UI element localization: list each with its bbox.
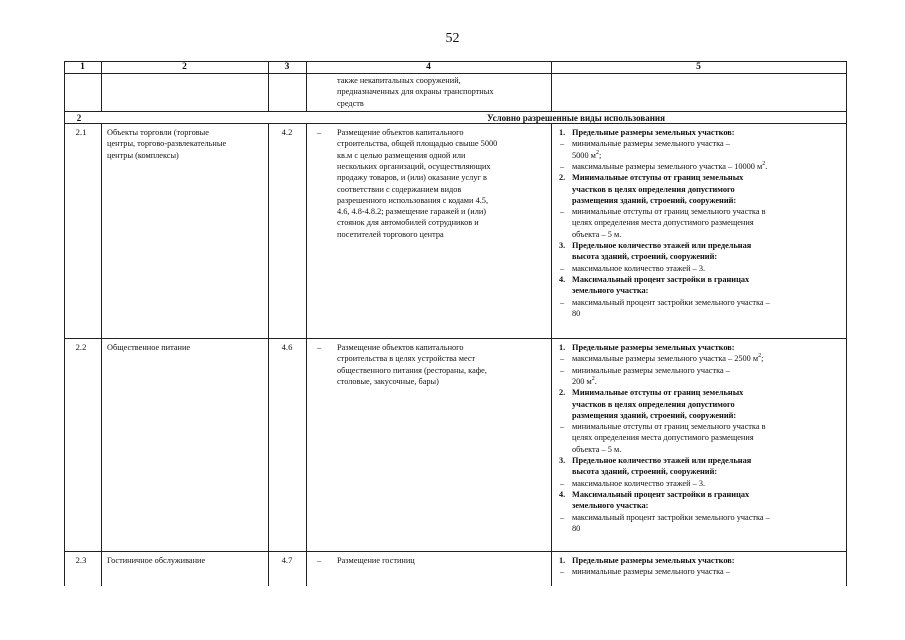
parameter-heading: участков в целях определения допустимого <box>572 399 735 409</box>
use-description-line: строительства, общей площадью свыше 5000 <box>337 139 498 149</box>
use-code: 4.2 <box>281 127 293 137</box>
parameter-value-line: минимальные отступы от границ земельного участка в <box>572 422 766 432</box>
parameter-heading: Минимальные отступы от границ земельных <box>572 173 744 183</box>
use-description-line: нескольких организаций, осуществляющих <box>337 161 491 171</box>
parameter-number: 4. <box>559 274 566 284</box>
parameter-value-line: целях определения места допустимого размещения <box>572 433 754 443</box>
header-row-divider <box>64 73 846 74</box>
parameter-number: 3. <box>559 241 566 250</box>
parameter-value-line: целях определения места допустимого размещения <box>572 218 754 228</box>
parameter-value-line: 200 $м^2$. <box>572 376 597 386</box>
parameter-heading: Максимальный процент застройки в границах <box>572 489 750 499</box>
use-description-line: разрешенного использования с кодами 4.5, <box>337 195 489 205</box>
parameter-value-line: объекта – 5 м. <box>572 229 622 239</box>
parameter-value-line: минимальные размеры земельного участка – <box>572 139 730 149</box>
parameter-value-line: минимальные размеры земельного участка – <box>572 567 730 577</box>
parameter-value-line: минимальные отступы от границ земельного участка в <box>572 207 766 217</box>
parameter-heading: земельного участка: <box>572 501 649 511</box>
use-description-line: 4.6, 4.8-4.8.2; размещение гаражей и (или) <box>337 207 487 217</box>
dash-marker: – <box>317 343 322 352</box>
parameter-heading: участков в целях определения допустимого <box>572 184 735 194</box>
parameter-number: 1. <box>559 343 566 352</box>
parameter-value-line: максимальное количество этажей – 3. <box>572 263 706 273</box>
object-name-line: центры (комплексы) <box>107 150 179 160</box>
parameter-heading: высота зданий, строений, сооружений: <box>572 467 718 477</box>
parameter-value-line: максимальные размеры земельного участка – 10000 $м^2$. <box>572 161 768 171</box>
row-number: 2.3 <box>75 555 87 565</box>
use-description-line: посетителей торгового центра <box>337 229 444 239</box>
parameter-value-line: максимальный процент застройки земельного участка – <box>572 512 770 522</box>
col-divider-3 <box>306 123 307 586</box>
continuation-line: средств <box>337 98 364 108</box>
col-divider-4 <box>551 123 552 586</box>
row-2-1-divider <box>64 338 846 339</box>
dash-marker: – <box>560 207 565 217</box>
parameter-heading: Предельные размеры земельных участков: <box>572 128 735 137</box>
use-description-line: Размещение объектов капитального <box>337 343 464 352</box>
parameter-heading: высота зданий, строений, сооружений: <box>572 252 718 262</box>
object-name-line: Объекты торговли (торговые <box>107 128 209 137</box>
col-divider-1 <box>101 123 102 586</box>
dash-marker: – <box>317 556 322 565</box>
use-code: 4.7 <box>281 555 293 565</box>
dash-marker: – <box>560 297 565 307</box>
object-name-line: центры, торгово-развлекательные <box>107 139 227 149</box>
parameter-value-line: максимальные размеры земельного участка – 2500 $м^2$; <box>572 353 764 364</box>
dash-marker: – <box>317 128 322 137</box>
parameter-number: 1. <box>559 128 566 137</box>
page-number: 52 <box>445 31 460 46</box>
parameter-value-line: минимальные размеры земельного участка – <box>572 365 730 375</box>
dash-marker: – <box>560 567 565 577</box>
row-number: 2.1 <box>75 127 87 137</box>
column-header-5: 5 <box>696 62 701 72</box>
dash-marker: – <box>560 365 565 375</box>
table-border-right <box>846 61 847 586</box>
object-name-line: Общественное питание <box>107 343 191 352</box>
parameter-heading: Максимальный процент застройки в границах <box>572 274 750 284</box>
column-header-3: 3 <box>284 62 290 72</box>
dash-marker: – <box>560 354 565 364</box>
use-description-line: Размещение объектов капитального <box>337 128 464 137</box>
section-number: 2 <box>76 113 82 123</box>
use-description-line: соответствии с содержанием видов <box>337 184 462 194</box>
use-description-line: столовые, закусочные, бары) <box>337 376 439 386</box>
dash-marker: – <box>560 512 565 522</box>
parameter-value-line: 5000 $м^2$; <box>572 149 602 160</box>
column-header-2: 2 <box>182 62 187 72</box>
parameter-heading: размещения зданий, строений, сооружений: <box>572 410 737 420</box>
use-code: 4.6 <box>281 342 293 352</box>
use-description-line: продажу товаров, и (или) оказание услуг в <box>337 173 487 183</box>
section-title: Условно разрешенные виды использования <box>487 113 665 123</box>
use-description-line: строительства в целях устройства мест <box>337 354 476 364</box>
parameter-heading: Предельное количество этажей или предельная <box>572 456 752 465</box>
dash-marker: – <box>560 422 565 432</box>
object-name-line: Гостиничное обслуживание <box>107 556 206 565</box>
parameter-number: 2. <box>559 173 566 183</box>
table-border-left <box>64 61 65 586</box>
column-header-1: 1 <box>80 62 85 72</box>
dash-marker: – <box>560 161 565 171</box>
continuation-line: предназначенных для охраны транспортных <box>337 87 494 97</box>
parameter-value-line: максимальное количество этажей – 3. <box>572 478 706 488</box>
parameter-number: 2. <box>559 388 566 398</box>
use-description-line: Размещение гостиниц <box>337 556 415 565</box>
dash-marker: – <box>560 478 565 488</box>
parameter-heading: земельного участка: <box>572 286 649 296</box>
parameter-heading: Предельные размеры земельных участков: <box>572 556 735 565</box>
dash-marker: – <box>560 263 565 273</box>
use-description-line: общественного питания (рестораны, кафе, <box>337 365 487 375</box>
parameter-number: 1. <box>559 556 566 565</box>
parameter-heading: Предельное количество этажей или предельная <box>572 241 752 250</box>
parameter-value-line: объекта – 5 м. <box>572 444 622 454</box>
parameter-heading: размещения зданий, строений, сооружений: <box>572 195 737 205</box>
col-divider-2 <box>268 123 269 586</box>
parameter-number: 4. <box>559 489 566 499</box>
dash-marker: – <box>560 139 565 149</box>
parameter-number: 3. <box>559 456 566 465</box>
row-2-2-divider <box>64 551 846 552</box>
use-description-line: стоянок для автомобилей сотрудников и <box>337 218 479 228</box>
continuation-line: также некапитальных сооружений, <box>337 76 461 85</box>
row-number: 2.2 <box>75 342 87 352</box>
use-description-line: кв.м с целью размещения одной или <box>337 150 466 160</box>
parameter-heading: Предельные размеры земельных участков: <box>572 343 735 352</box>
parameter-heading: Минимальные отступы от границ земельных <box>572 388 744 398</box>
parameter-value-line: максимальный процент застройки земельного участка – <box>572 297 770 307</box>
parameter-value-line: 80 <box>572 308 581 318</box>
parameter-value-line: 80 <box>572 523 581 533</box>
column-header-4: 4 <box>426 62 431 72</box>
